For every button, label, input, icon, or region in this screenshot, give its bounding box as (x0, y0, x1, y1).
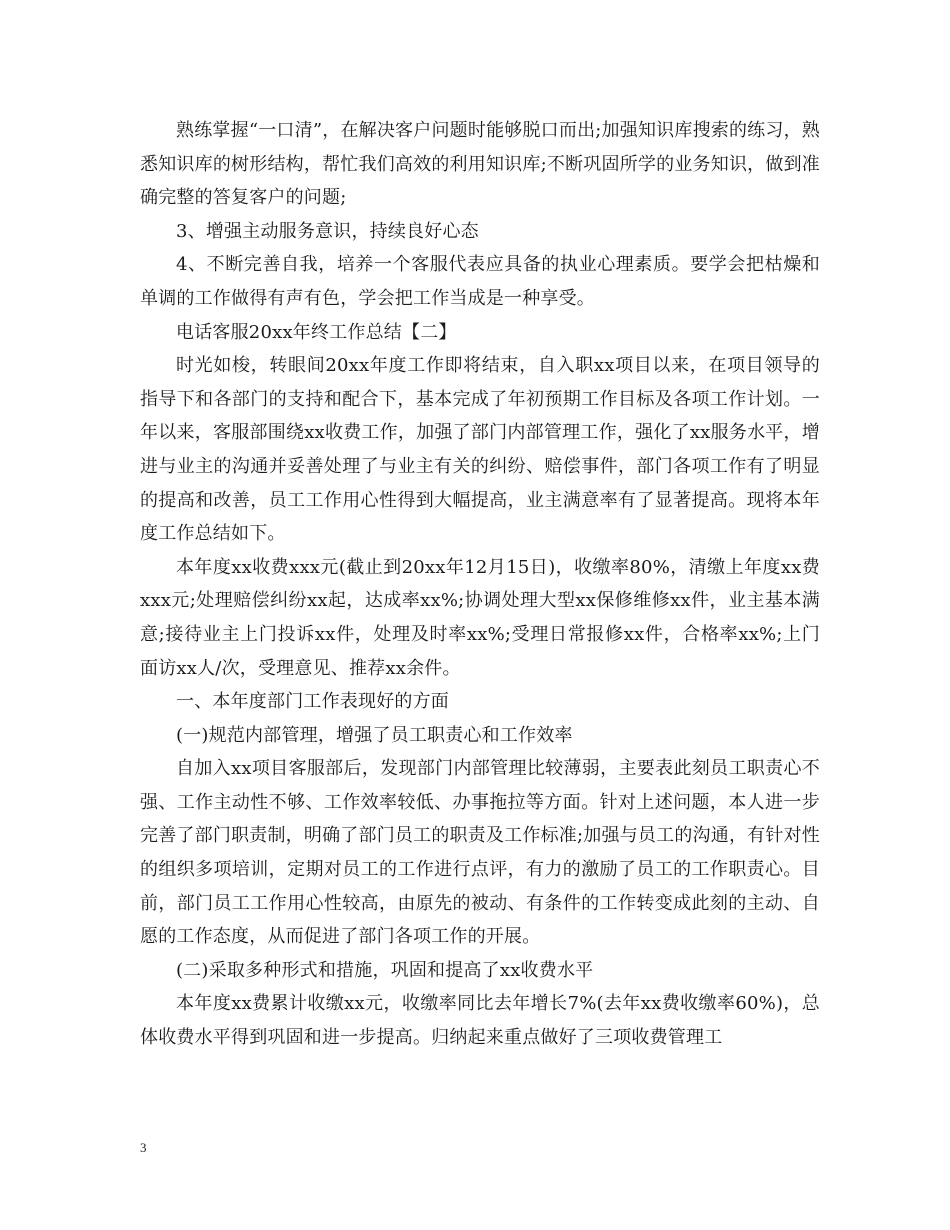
paragraph-knowledge-base: 熟练掌握“一口清”，在解决客户问题时能够脱口而出;加强知识库搜索的练习，熟悉知识库的树形结构，帮忙我们高效的利用知识库;不断巩固所学的业务知识，做到准确完整的答复客户的问题; (140, 120, 820, 209)
heading-section-one: 一、本年度部门工作表现好的方面 (176, 691, 449, 713)
paragraph-fee-collection: 本年度xx费累计收缴xx元，收缴率同比去年增长7%(去年xx费收缴率60%)，总体收费水平得到巩固和进一步提高。归纳起来重点做好了三项收费管理工 (140, 993, 820, 1049)
paragraph-point-4: 4、不断完善自我，培养一个客服代表应具备的执业心理素质。要学会把枯燥和单调的工作做得有声有色，学会把工作当成是一种享受。 (140, 254, 820, 309)
paragraph-internal-management: 自加入xx项目客服部后，发现部门内部管理比较薄弱，主要表此刻员工职责心不强、工作主动性不够、工作效率较低、办事拖拉等方面。针对上述问题，本人进一步完善了部门职责制，明确了部门员工的职责及工作标准;加强与员工的沟通，有针对性的组织多项培训，定期对员工的工作进行点评，有力的激励了员工的工作职责心。目前，部门员工工作用心性较高，由原先的被动、有条件的工作转变成此刻的主动、自愿的工作态度，从而促进了部门各项工作的开展。 (140, 758, 820, 948)
page-number: 3 (140, 1140, 147, 1155)
paragraph-point-3: 3、增强主动服务意识，持续良好心态 (176, 220, 479, 242)
document-body (140, 114, 820, 1055)
paragraph-intro: 时光如梭，转眼间20xx年度工作即将结束，自入职xx项目以来，在项目领导的指导下和各部门的支持和配合下，基本完成了年初预期工作目标及各项工作计划。一年以来，客服部围绕xx收费工作，加强了部门内部管理工作，强化了xx服务水平，增进与业主的沟通并妥善处理了与业主有关的纠纷、赔偿事件，部门各项工作有了明显的提高和改善，员工工作用心性得到大幅提高，业主满意率有了显著提高。现将本年度工作总结如下。 (140, 355, 820, 545)
paragraph-statistics: 本年度xx收费xxx元(截止到20xx年12月15日)，收缴率80%，清缴上年度xx费xxx元;处理赔偿纠纷xx起，达成率xx%;协调处理大型xx保修维修xx件，业主基本满意;接待业主上门投诉xx件，处理及时率xx%;受理日常报修xx件，合格率xx%;上门面访xx人/次，受理意见、推荐xx余件。 (140, 556, 820, 679)
subheading-one: (一)规范内部管理，增强了员工职责心和工作效率 (176, 724, 573, 746)
subheading-two: (二)采取多种形式和措施，巩固和提高了xx收费水平 (176, 959, 594, 981)
section-heading-part-two: 电话客服20xx年终工作总结【二】 (176, 321, 457, 343)
